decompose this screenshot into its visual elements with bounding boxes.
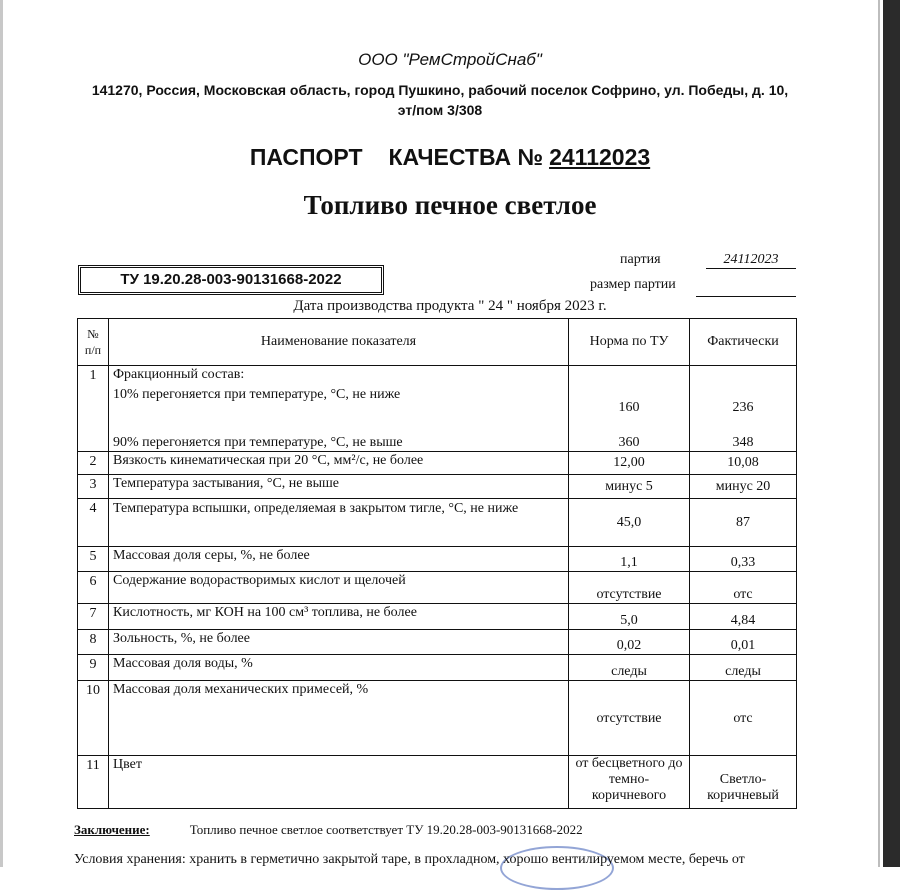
row-num: 3 (78, 475, 109, 499)
scan-edge-left (0, 0, 3, 867)
conclusion-label: Заключение: (74, 822, 150, 837)
row-fact: минус 20 (690, 475, 797, 499)
table-row (78, 630, 797, 655)
table-row (78, 386, 797, 422)
product-name: Топливо печное светлое (303, 190, 597, 220)
company-address (80, 80, 800, 120)
row-norm: от бесцветного до темно-коричневого (569, 756, 690, 809)
row-name: Температура застывания, °С, не выше (109, 475, 569, 499)
row-fact: отс (690, 681, 797, 756)
row-norm: 360 (569, 422, 690, 452)
row-name: Массовая доля механических примесей, % (109, 681, 569, 756)
row-norm: отсутствие (569, 681, 690, 756)
company-name: ООО "РемСтройСнаб" (358, 50, 542, 69)
row-norm: 0,02 (569, 630, 690, 655)
row-num: 8 (78, 630, 109, 655)
tu-code-box: ТУ 19.20.28-003-90131668-2022 (78, 265, 384, 295)
row-norm (569, 366, 690, 386)
row-name: 10% перегоняется при температуре, °С, не ниже (109, 386, 569, 422)
table-row (78, 366, 797, 386)
title-kach: КАЧЕСТВА № (388, 144, 544, 170)
batch-size-label: размер партии (590, 277, 676, 292)
row-name: Массовая доля воды, % (109, 655, 569, 681)
passport-number: 24112023 (549, 144, 651, 170)
row-fact (690, 366, 797, 386)
table-row (78, 475, 797, 499)
row-norm: 12,00 (569, 452, 690, 475)
title-main: ПАСПОРТ (249, 144, 363, 170)
row-norm: отсутствие (569, 572, 690, 604)
row-fact: отс (690, 572, 797, 604)
table-row (78, 422, 797, 452)
row-name: Массовая доля серы, %, не более (109, 547, 569, 572)
row-name: Содержание водорастворимых кислот и щелочей (109, 572, 569, 604)
row-num: 2 (78, 452, 109, 475)
row-fact: Светло-коричневый (690, 756, 797, 809)
header-fact: Фактически (690, 319, 797, 366)
table-row (78, 547, 797, 572)
header-name: Наименование показателя (109, 319, 569, 366)
table-row (78, 452, 797, 475)
document-title (0, 144, 900, 171)
row-fact: следы (690, 655, 797, 681)
row-fact: 10,08 (690, 452, 797, 475)
row-name: Вязкость кинематическая при 20 °С, мм²/с, не более (109, 452, 569, 475)
row-norm: минус 5 (569, 475, 690, 499)
table-header-row (78, 319, 797, 366)
row-num: 4 (78, 499, 109, 547)
row-name: Фракционный состав: (109, 366, 569, 386)
row-fact: 348 (690, 422, 797, 452)
row-num: 9 (78, 655, 109, 681)
row-norm: 160 (569, 386, 690, 422)
row-name: Температура вспышки, определяемая в закрытом тигле, °С, не ниже (109, 499, 569, 547)
address-line-2: эт/пом 3/308 (397, 102, 483, 118)
row-name: 90% перегоняется при температуре, °С, не выше (109, 422, 569, 452)
row-norm: 1,1 (569, 547, 690, 572)
row-num: 7 (78, 604, 109, 630)
row-num: 6 (78, 572, 109, 604)
row-name: Зольность, %, не более (109, 630, 569, 655)
row-num: 11 (78, 756, 109, 809)
row-norm: 5,0 (569, 604, 690, 630)
row-num: 10 (78, 681, 109, 756)
row-num: 1 (78, 366, 109, 452)
storage-conditions: Условия хранения: хранить в герметично закрытой таре, в прохладном, хорошо вентилируемом месте, беречь от (74, 852, 745, 867)
row-norm: 45,0 (569, 499, 690, 547)
production-date: Дата производства продукта " 24 " ноября 2023 г. (293, 298, 607, 314)
party-value: 24112023 (706, 252, 796, 269)
address-line-1: 141270, Россия, Московская область, город Пушкино, рабочий поселок Софрино, ул. Победы, д. 10, (91, 82, 789, 98)
conclusion-text: Топливо печное светлое соответствует ТУ 19.20.28-003-90131668-2022 (189, 822, 583, 837)
party-label: партия (620, 252, 661, 267)
table-row (78, 499, 797, 547)
table-row (78, 572, 797, 604)
row-num: 5 (78, 547, 109, 572)
batch-size-value (696, 277, 796, 297)
row-fact: 0,01 (690, 630, 797, 655)
quality-table (77, 318, 797, 809)
row-name: Кислотность, мг КОН на 100 см³ топлива, не более (109, 604, 569, 630)
row-fact: 0,33 (690, 547, 797, 572)
table-row (78, 681, 797, 756)
row-name: Цвет (109, 756, 569, 809)
table-row (78, 756, 797, 809)
header-norm: Норма по ТУ (569, 319, 690, 366)
row-fact: 87 (690, 499, 797, 547)
conclusion (74, 822, 583, 838)
scan-edge-right (883, 0, 900, 867)
scan-edge-line (878, 0, 880, 867)
table-row (78, 604, 797, 630)
table-row (78, 655, 797, 681)
row-fact: 236 (690, 386, 797, 422)
row-norm: следы (569, 655, 690, 681)
row-fact: 4,84 (690, 604, 797, 630)
header-num: № п/п (78, 319, 109, 366)
